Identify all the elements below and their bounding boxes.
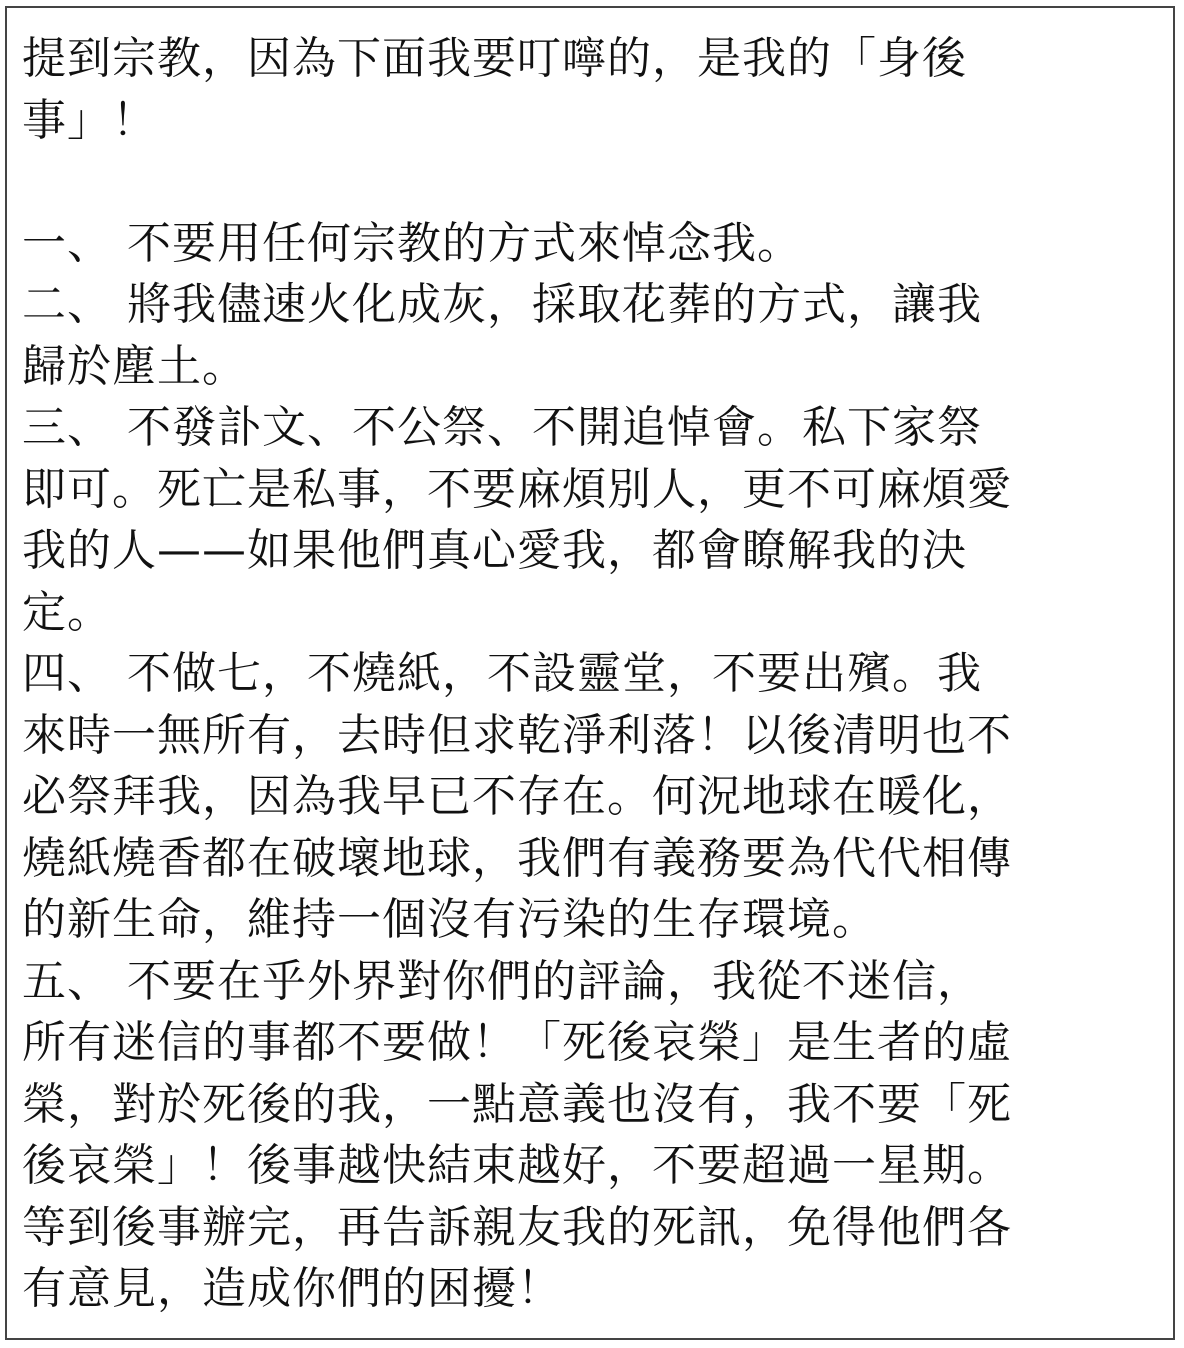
item-line: 三、 不發訃文、不公祭、不開追悼會。私下家祭 bbox=[22, 402, 982, 453]
document-frame bbox=[5, 6, 1175, 1340]
document-text bbox=[22, 28, 1172, 1320]
item-line: 等到後事辦完，再告訴親友我的死訊，免得他們各 bbox=[22, 1201, 1012, 1253]
item-line: 的新生命，維持一個沒有污染的生存環境。 bbox=[22, 894, 877, 945]
item-line: 五、 不要在乎外界對你們的評論，我從不迷信， bbox=[22, 955, 982, 1007]
item-line: 所有迷信的事都不要做！「死後哀榮」是生者的虛 bbox=[22, 1017, 1012, 1068]
item-line: 榮，對於死後的我，一點意義也沒有，我不要「死 bbox=[22, 1078, 1012, 1130]
item-line: 四、 不做七，不燒紙，不設靈堂，不要出殯。我 bbox=[22, 648, 982, 699]
item-line: 二、 將我儘速火化成灰，採取花葬的方式，讓我 bbox=[22, 279, 982, 330]
item-line: 來時一無所有，去時但求乾淨利落！以後清明也不 bbox=[22, 709, 1012, 761]
item-line: 燒紙燒香都在破壞地球，我們有義務要為代代相傳 bbox=[22, 832, 1012, 884]
item-line: 定。 bbox=[22, 586, 112, 638]
item-line: 歸於塵土。 bbox=[22, 340, 247, 392]
item-line: 必祭拜我，因為我早已不存在。何況地球在暖化， bbox=[22, 771, 1012, 822]
item-line: 有意見，造成你們的困擾！ bbox=[22, 1263, 562, 1314]
item-line: 即可。死亡是私事，不要麻煩別人，更不可麻煩愛 bbox=[22, 463, 1012, 515]
item-line: 我的人——如果他們真心愛我，都會瞭解我的決 bbox=[22, 525, 967, 576]
intro-line: 提到宗教，因為下面我要叮嚀的，是我的「身後 bbox=[22, 33, 967, 84]
blank-line bbox=[22, 151, 1172, 213]
item-line: 後哀榮」！後事越快結束越好，不要超過一星期。 bbox=[22, 1140, 1012, 1191]
intro-line: 事」！ bbox=[22, 94, 157, 146]
item-line: 一、 不要用任何宗教的方式來悼念我。 bbox=[22, 217, 802, 269]
